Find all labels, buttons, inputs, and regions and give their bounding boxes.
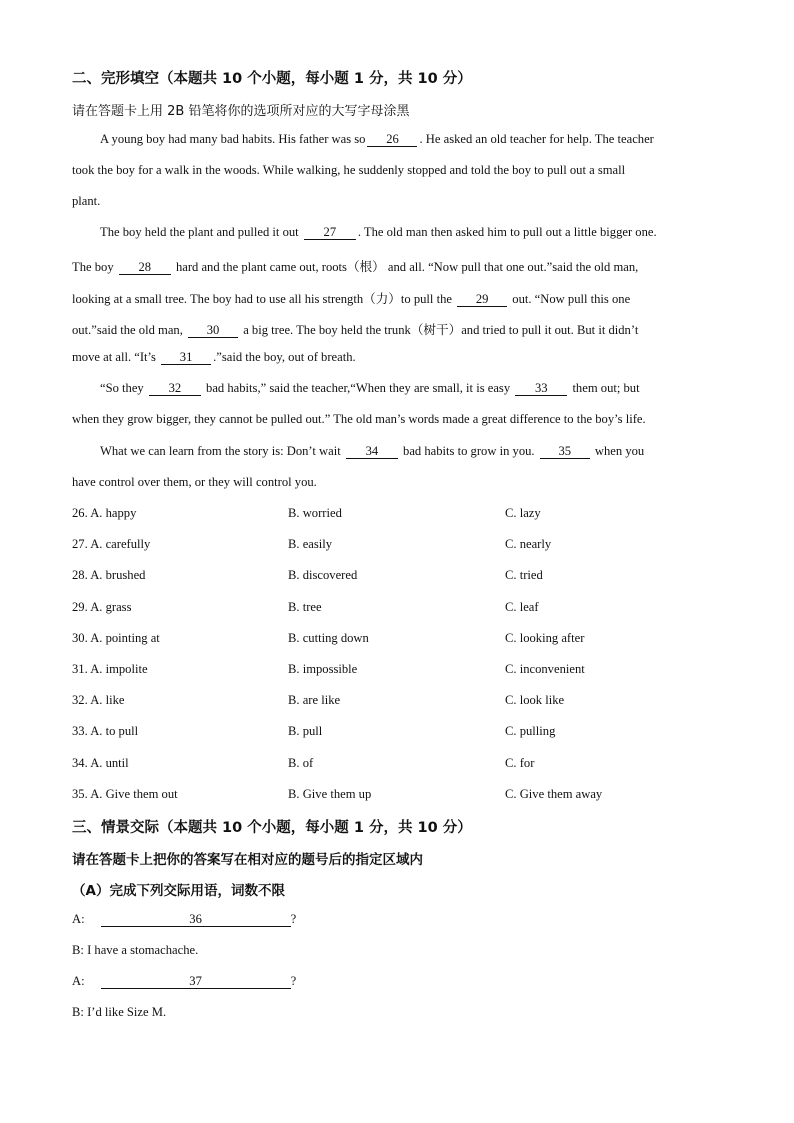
passage-line [100,225,717,240]
option-row-29 [72,600,722,616]
blank-33: 33 [515,382,567,396]
passage-text: “So they [100,381,144,395]
section2-instruction: 请在答题卡上用 2B 铅笔将你的选项所对应的大写字母涂黑 [72,104,410,119]
dialogue-line-37 [72,974,296,989]
passage-text: The boy [72,260,114,274]
passage-text: a big tree. The boy held the trunk（树干）and tried to pull it out. But it didn’t [243,323,639,337]
question-mark: ? [290,912,297,926]
passage-line [72,350,717,365]
blank-29: 29 [457,293,507,307]
passage-text: them out; but [572,381,640,395]
answer-blank-37[interactable]: 37 [101,975,291,989]
passage-text: .”said the boy, out of breath. [213,350,356,364]
section3-sub-heading: （A）完成下列交际用语，词数不限 [72,883,285,899]
passage-line [72,319,717,338]
passage-text: out. “Now pull this one [512,292,631,306]
passage-text: A young boy had many bad habits. His father was so [100,132,366,146]
passage-line: when they grow bigger, they cannot be pulled out.” The old man’s words made a great difference to the boy’s life. [72,412,646,426]
option-b[interactable]: B. tree [288,600,322,614]
option-b[interactable]: B. are like [288,693,341,707]
option-c[interactable]: C. tried [505,568,543,582]
option-a[interactable]: 31. A. impolite [72,662,148,676]
option-b[interactable]: B. cutting down [288,631,369,645]
option-a[interactable]: 28. A. brushed [72,568,146,582]
section2-heading: 二、完形填空（本题共 10 个小题，每小题 1 分，共 10 分） [72,71,472,87]
option-b[interactable]: B. pull [288,724,323,738]
option-row-30 [72,631,722,647]
speaker-label: B: [72,1005,84,1019]
section3-heading: 三、情景交际（本题共 10 个小题，每小题 1 分，共 10 分） [72,820,472,836]
blank-31: 31 [161,351,211,365]
option-row-33 [72,724,722,740]
option-c[interactable]: C. nearly [505,537,552,551]
option-c[interactable]: C. Give them away [505,787,603,801]
section3-instruction: 请在答题卡上把你的答案写在相对应的题号后的指定区域内 [72,852,423,868]
passage-text: when you [594,444,645,458]
passage-text: move at all. “It’s [72,350,156,364]
blank-27: 27 [304,226,356,240]
passage-text: . The old man then asked him to pull out a little bigger one. [357,225,657,239]
speaker-label: A: [72,912,85,926]
passage-line [100,132,717,147]
passage-line [100,381,717,396]
option-a[interactable]: 32. A. like [72,693,125,707]
option-c[interactable]: C. looking after [505,631,585,645]
dialogue-line-36 [72,912,296,927]
question-mark: ? [290,974,297,988]
option-row-35 [72,787,722,803]
option-c[interactable]: C. lazy [505,506,541,520]
passage-line [72,256,717,275]
option-a[interactable]: 29. A. grass [72,600,132,614]
option-c[interactable]: C. inconvenient [505,662,585,676]
option-a[interactable]: 35. A. Give them out [72,787,178,801]
speaker-label: B: [72,943,84,957]
blank-28: 28 [119,261,171,275]
blank-30: 30 [188,324,238,338]
passage-text: The boy held the plant and pulled it out [100,225,299,239]
passage-text: bad habits to grow in you. [403,444,535,458]
option-a[interactable]: 33. A. to pull [72,724,139,738]
option-row-27 [72,537,722,553]
option-b[interactable]: B. Give them up [288,787,372,801]
option-row-34 [72,756,722,772]
option-b[interactable]: B. impossible [288,662,358,676]
option-a[interactable]: 30. A. pointing at [72,631,160,645]
passage-line: have control over them, or they will control you. [72,475,317,489]
dialogue-line [72,943,198,958]
option-b[interactable]: B. easily [288,537,333,551]
passage-text: bad habits,” said the teacher,“When they are small, it is easy [206,381,511,395]
passage-text: What we can learn from the story is: Don’t wait [100,444,341,458]
passage-line [100,444,717,459]
dialogue-line [72,1005,166,1020]
option-b[interactable]: B. of [288,756,314,770]
option-c[interactable]: C. look like [505,693,565,707]
passage-text: hard and the plant came out, roots（根） and all. “Now pull that one out.”said the old man, [175,260,639,274]
blank-35: 35 [540,445,590,459]
option-a[interactable]: 34. A. until [72,756,129,770]
option-row-26 [72,506,722,522]
option-row-32 [72,693,722,709]
passage-line [72,288,717,307]
option-c[interactable]: C. leaf [505,600,539,614]
passage-text: out.”said the old man, [72,323,183,337]
dialogue-text: I have a stomachache. [87,943,199,957]
option-b[interactable]: B. worried [288,506,342,520]
blank-34: 34 [346,445,398,459]
passage-line: took the boy for a walk in the woods. While walking, he suddenly stopped and told the boy to pull out a small [72,163,626,177]
blank-26: 26 [367,133,417,147]
option-row-28 [72,568,722,584]
option-c[interactable]: C. for [505,756,535,770]
speaker-label: A: [72,974,85,988]
passage-text: looking at a small tree. The boy had to use all his strength（力）to pull the [72,292,452,306]
dialogue-text: I’d like Size M. [87,1005,167,1019]
option-row-31 [72,662,722,678]
answer-blank-36[interactable]: 36 [101,913,291,927]
option-b[interactable]: B. discovered [288,568,358,582]
option-a[interactable]: 27. A. carefully [72,537,151,551]
option-c[interactable]: C. pulling [505,724,556,738]
passage-text: . He asked an old teacher for help. The teacher [419,132,654,146]
blank-32: 32 [149,382,201,396]
passage-line: plant. [72,194,101,208]
option-a[interactable]: 26. A. happy [72,506,137,520]
